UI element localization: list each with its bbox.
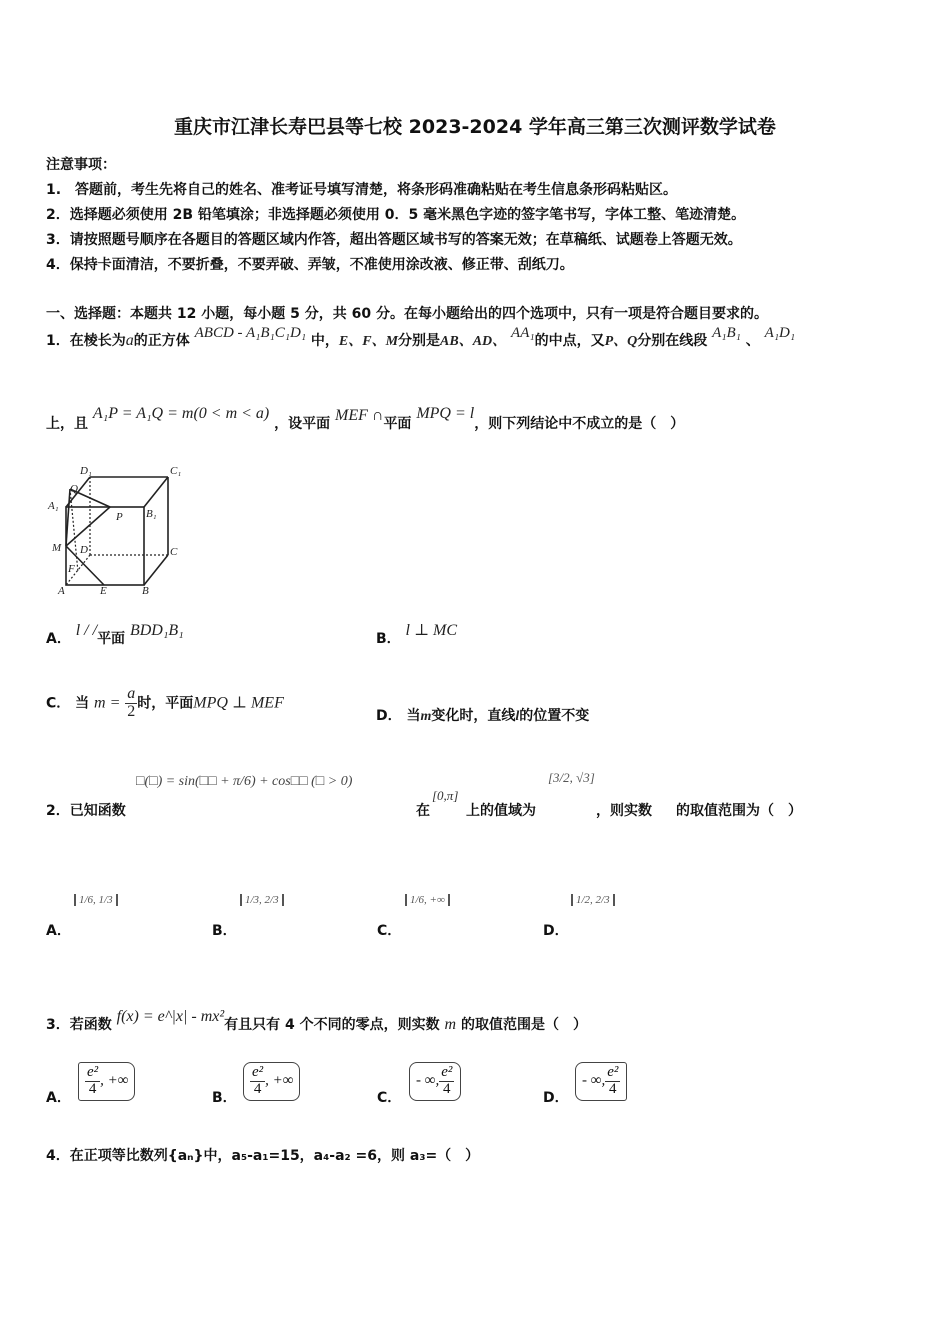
q3-text: 3．若函数 bbox=[46, 1017, 112, 1033]
option-math: BDD₁B₁ bbox=[129, 622, 184, 639]
fig-label-p: P bbox=[116, 511, 123, 523]
option-math: l ⊥ MC bbox=[405, 622, 458, 639]
q1-text: 分别是 bbox=[398, 333, 441, 349]
q1-text: 中， bbox=[310, 333, 339, 349]
q1-points-efm: E、F、M bbox=[338, 334, 399, 349]
option-text: 变化时，直线 bbox=[431, 708, 516, 724]
fraction-denominator: 2 bbox=[127, 702, 136, 720]
section-heading: 一、选择题：本题共 12 小题，每小题 5 分，共 60 分。在每小题给出的四个选项中，只有一项是符合题目要求的。 bbox=[46, 306, 768, 322]
question-1-line-2 bbox=[46, 405, 685, 433]
fig-label-d1: D₁ bbox=[80, 465, 92, 477]
q2-option-d[interactable]: D． bbox=[543, 923, 569, 939]
q3-option-a-value bbox=[78, 1062, 135, 1101]
q2-text-real: ，则实数 bbox=[596, 803, 652, 819]
q1-text: 的正方体 bbox=[133, 333, 190, 349]
option-math: , +∞ bbox=[265, 1072, 294, 1089]
option-math: 1/3, 2/3 bbox=[240, 894, 284, 906]
fig-label-a: A bbox=[58, 585, 65, 597]
fig-label-a1: A₁ bbox=[48, 500, 59, 512]
option-math: 1/2, 2/3 bbox=[571, 894, 615, 906]
q1-option-c[interactable] bbox=[46, 686, 284, 721]
option-text: 当 bbox=[75, 695, 90, 712]
option-text: 的位置不变 bbox=[519, 708, 590, 724]
q2-option-a[interactable]: A． bbox=[46, 923, 71, 939]
fraction-numerator: e² bbox=[87, 1064, 99, 1080]
q2-text-in: 在 bbox=[416, 803, 430, 819]
q1-option-b[interactable] bbox=[376, 622, 458, 648]
q2-option-b[interactable]: B． bbox=[212, 923, 237, 939]
option-math: l / / bbox=[75, 622, 98, 639]
q2-option-c[interactable]: C． bbox=[377, 923, 402, 939]
q1-text: 分别在线段 bbox=[637, 333, 708, 349]
fraction-numerator: e² bbox=[607, 1064, 619, 1080]
fraction-denominator: 4 bbox=[609, 1080, 617, 1097]
fig-label-b: B bbox=[142, 585, 149, 597]
notice-item-1: 1. 答题前，考生先将自己的姓名、准考证号填写清楚，将条形码准确粘贴在考生信息条形码粘贴区。 bbox=[46, 182, 678, 198]
q1-plane-mpq: MPQ = l bbox=[416, 405, 475, 422]
question-1-line-1 bbox=[46, 325, 796, 350]
q3-var-m: m bbox=[444, 1016, 457, 1033]
q1-separator: 、 bbox=[745, 333, 760, 349]
notice-item-2: 2．选择题必须使用 2B 铅笔填涂；非选择题必须使用 0．5 毫米黑色字迹的签字笔书写，字体工整、笔迹清楚。 bbox=[46, 207, 746, 223]
option-label: C． bbox=[46, 695, 71, 712]
notice-heading: 注意事项： bbox=[46, 157, 116, 173]
q1-option-a[interactable] bbox=[46, 622, 184, 648]
option-math: m = bbox=[94, 694, 121, 712]
question-3 bbox=[46, 1008, 587, 1034]
q1-edge-aa1: AA₁ bbox=[511, 325, 535, 341]
fig-label-f: F bbox=[68, 563, 75, 575]
q3-option-a-label[interactable]: A． bbox=[46, 1090, 71, 1106]
q1-segment-a1b1: A₁B₁ bbox=[712, 325, 741, 341]
q1-edges: AB、AD、 bbox=[440, 334, 507, 349]
option-math: , +∞ bbox=[100, 1072, 129, 1089]
q3-option-c-label[interactable]: C． bbox=[377, 1090, 402, 1106]
question-4: 4．在正项等比数列{aₙ}中，a₅-a₁=15，a₄-a₂ =6，则 a₃=（ ） bbox=[46, 1148, 480, 1164]
q1-segment-a1d1: A₁D₁ bbox=[764, 325, 796, 341]
q3-text: 的取值范围是（ ） bbox=[460, 1017, 587, 1033]
q1-text: 1．在棱长为 bbox=[46, 333, 126, 349]
fraction-numerator: e² bbox=[252, 1064, 264, 1080]
option-math: 1/6, +∞ bbox=[405, 894, 450, 906]
q1-text: ，设平面 bbox=[274, 416, 331, 432]
fig-label-c1: C₁ bbox=[170, 465, 182, 477]
option-math: - ∞, bbox=[582, 1072, 606, 1089]
option-text: 时，平面 bbox=[137, 695, 194, 712]
q1-text: 平面 bbox=[383, 416, 412, 432]
q1-plane-mef: MEF ∩ bbox=[335, 407, 384, 424]
option-label: A． bbox=[46, 631, 71, 647]
q1-text: 的中点，又 bbox=[534, 333, 605, 349]
q3-text: 有且只有 4 个不同的零点，则实数 bbox=[224, 1017, 440, 1033]
q2-option-c-value bbox=[405, 888, 450, 907]
q2-formula: □(□) = sin(□□ + π/6) + cos□□ (□ > 0) bbox=[136, 774, 353, 789]
fraction-denominator: 4 bbox=[443, 1080, 451, 1097]
q3-option-d-label[interactable]: D． bbox=[543, 1090, 569, 1106]
fig-label-c: C bbox=[170, 546, 178, 558]
option-math: 1/6, 1/3 bbox=[74, 894, 118, 906]
q2-option-b-value bbox=[240, 888, 284, 907]
page-title: 重庆市江津长寿巴县等七校 2023-2024 学年高三第三次测评数学试卷 bbox=[174, 116, 776, 138]
q2-text-range: 上的值域为 bbox=[466, 803, 536, 819]
option-text: 平面 bbox=[97, 631, 126, 647]
q3-option-c-value bbox=[409, 1062, 461, 1101]
q3-option-d-value bbox=[575, 1062, 627, 1101]
fig-label-d: D bbox=[80, 544, 88, 556]
q1-cube-formula: ABCD - A₁B₁C₁D₁ bbox=[194, 325, 307, 341]
option-math: - ∞, bbox=[416, 1072, 440, 1089]
fig-label-e: E bbox=[100, 585, 107, 597]
option-math: MPQ ⊥ MEF bbox=[193, 694, 284, 712]
fraction-numerator: e² bbox=[441, 1064, 453, 1080]
fig-label-m: M bbox=[52, 542, 62, 554]
q2-interval: [0,π] bbox=[432, 788, 459, 803]
option-math: m bbox=[420, 709, 432, 724]
q1-text: 上，且 bbox=[46, 416, 88, 432]
fraction-denominator: 4 bbox=[253, 1080, 262, 1097]
option-label: B． bbox=[376, 631, 401, 647]
q1-condition: A₁P = A₁Q = m(0 < m < a) bbox=[92, 405, 270, 422]
q2-range-value: [3/2, √3] bbox=[548, 770, 595, 785]
option-math: l bbox=[515, 709, 520, 724]
q3-option-b-value bbox=[243, 1062, 300, 1101]
q2-option-d-value bbox=[571, 888, 615, 907]
notice-item-3: 3．请按照题号顺序在各题目的答题区域内作答，超出答题区域书写的答案无效；在草稿纸、试题卷上答题无效。 bbox=[46, 232, 742, 248]
fraction-numerator: a bbox=[127, 685, 136, 702]
q1-points-pq: P、Q bbox=[604, 334, 638, 349]
option-label: D． bbox=[376, 708, 402, 724]
q1-text: ，则下列结论中不成立的是（ ） bbox=[474, 416, 685, 432]
q2-text-start: 2．已知函数 bbox=[46, 803, 126, 819]
fraction-denominator: 4 bbox=[88, 1080, 97, 1097]
q1-option-d[interactable] bbox=[376, 705, 589, 725]
q2-text-end: 的取值范围为（ ） bbox=[676, 803, 802, 819]
cube-figure bbox=[46, 462, 196, 602]
fig-label-q: Q bbox=[70, 483, 78, 495]
option-text: 当 bbox=[406, 708, 421, 724]
q3-function: f(x) = e^|x| - mx² bbox=[116, 1008, 225, 1025]
fig-label-b1: B₁ bbox=[146, 508, 157, 520]
option-fraction bbox=[125, 686, 137, 721]
q1-var-a: a bbox=[125, 332, 134, 349]
q2-option-a-value bbox=[74, 888, 118, 907]
notice-item-4: 4．保持卡面清洁，不要折叠，不要弄破、弄皱，不准使用涂改液、修正带、刮纸刀。 bbox=[46, 257, 574, 273]
q3-option-b-label[interactable]: B． bbox=[212, 1090, 237, 1106]
